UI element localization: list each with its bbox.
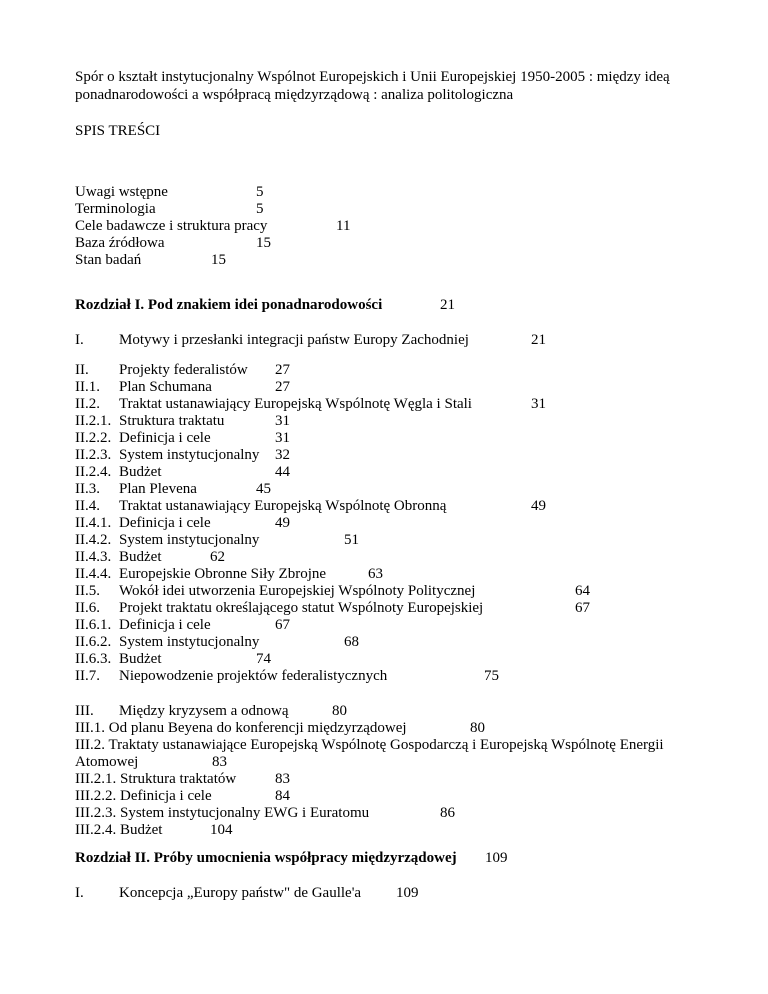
toc-entry-page: 45 — [256, 481, 271, 497]
document-title-line-2: ponadnarodowości a współpracą międzyrządową : analiza politologiczna — [75, 87, 514, 103]
toc-entry-page: 80 — [332, 703, 347, 719]
toc-entry-number: II.4. — [75, 498, 100, 514]
toc-entry-page: 67 — [275, 617, 290, 633]
toc-entry-label: Definicja i cele — [119, 617, 211, 633]
toc-entry-page: 5 — [256, 184, 264, 200]
toc-entry-label: Europejskie Obronne Siły Zbrojne — [119, 566, 327, 582]
toc-entry-page: 64 — [575, 583, 590, 599]
toc-entry-page: 84 — [275, 788, 290, 804]
toc-entry-label: III.2.3. System instytucjonalny EWG i Euratomu — [75, 805, 370, 821]
toc-entry-number: II.3. — [75, 481, 100, 497]
toc-entry-number: II.2.3. — [75, 447, 112, 463]
toc-entry-number: II.6. — [75, 600, 100, 616]
toc-entry-label: Struktura traktatu — [119, 413, 225, 429]
chapter-title: Rozdział I. Pod znakiem idei ponadnarodowości — [75, 297, 383, 313]
toc-entry-number: II.7. — [75, 668, 100, 684]
toc-entry-number: II.4.4. — [75, 566, 112, 582]
toc-entry-page: 15 — [211, 252, 226, 268]
toc-entry-label: System instytucjonalny — [119, 447, 260, 463]
toc-entry-label: Budżet — [119, 651, 162, 667]
toc-entry-page: 11 — [336, 218, 351, 234]
toc-entry-label: Niepowodzenie projektów federalistycznych — [119, 668, 388, 684]
chapter-page: 109 — [485, 850, 508, 866]
toc-entry-number: I. — [75, 885, 84, 901]
toc-entry-page: 49 — [275, 515, 290, 531]
toc-entry-label: Budżet — [119, 549, 162, 565]
toc-entry-page: 75 — [484, 668, 499, 684]
toc-entry-page: 31 — [275, 430, 290, 446]
toc-entry-page: 15 — [256, 235, 271, 251]
toc-entry-label: System instytucjonalny — [119, 532, 260, 548]
toc-entry-label: Plan Plevena — [119, 481, 197, 497]
toc-entry-page: 86 — [440, 805, 455, 821]
toc-entry-number: II.1. — [75, 379, 100, 395]
toc-entry-number: II.2.4. — [75, 464, 112, 480]
toc-entry-number: I. — [75, 332, 84, 348]
toc-entry-number: II.4.2. — [75, 532, 112, 548]
toc-entry-label: Budżet — [119, 464, 162, 480]
document-title-line-1: Spór o kształt instytucjonalny Wspólnot Europejskich i Unii Europejskiej 1950-2005 : między ideą — [75, 69, 670, 85]
toc-entry-number: II.6.2. — [75, 634, 112, 650]
toc-entry-label: Cele badawcze i struktura pracy — [75, 218, 268, 234]
toc-entry-page: 104 — [210, 822, 233, 838]
toc-entry-number: II.4.1. — [75, 515, 112, 531]
toc-entry-label: Wokół idei utworzenia Europejskiej Wspólnoty Politycznej — [119, 583, 476, 599]
toc-entry-label: III.2.2. Definicja i cele — [75, 788, 212, 804]
toc-entry-number: II. — [75, 362, 89, 378]
toc-entry-page: 49 — [531, 498, 546, 514]
toc-entry-page: 27 — [275, 362, 290, 378]
toc-entry-label: Projekty federalistów — [119, 362, 248, 378]
toc-entry-page: 74 — [256, 651, 271, 667]
toc-entry-page: 80 — [470, 720, 485, 736]
toc-entry-label-continued: Atomowej — [75, 754, 139, 770]
toc-entry-number: II.2.1. — [75, 413, 112, 429]
toc-entry-label: Definicja i cele — [119, 515, 211, 531]
toc-entry-page: 44 — [275, 464, 290, 480]
toc-entry-number: II.6.1. — [75, 617, 112, 633]
toc-entry-label: Uwagi wstępne — [75, 184, 168, 200]
toc-entry-label: Traktat ustanawiający Europejską Wspólnotę Obronną — [119, 498, 447, 514]
toc-entry-page: 27 — [275, 379, 290, 395]
toc-entry-number: II.4.3. — [75, 549, 112, 565]
chapter-title: Rozdział II. Próby umocnienia współpracy międzyrządowej — [75, 850, 457, 866]
toc-entry-label: Baza źródłowa — [75, 235, 165, 251]
toc-entry-label: Traktat ustanawiający Europejską Wspólnotę Węgla i Stali — [119, 396, 472, 412]
toc-entry-label: Plan Schumana — [119, 379, 212, 395]
toc-entry-label: III.2. Traktaty ustanawiające Europejską Wspólnotę Gospodarczą i Europejską Wspólnotę Energii — [75, 737, 664, 753]
toc-entry-page: 68 — [344, 634, 359, 650]
toc-entry-page: 83 — [275, 771, 290, 787]
toc-entry-label: III.2.1. Struktura traktatów — [75, 771, 237, 787]
toc-entry-number: II.2.2. — [75, 430, 112, 446]
toc-entry-number: III. — [75, 703, 94, 719]
toc-heading: SPIS TREŚCI — [75, 123, 161, 139]
toc-entry-page: 83 — [212, 754, 227, 770]
toc-entry-page: 62 — [210, 549, 225, 565]
toc-entry-label: System instytucjonalny — [119, 634, 260, 650]
toc-entry-label: Koncepcja „Europy państw" de Gaulle'a — [119, 885, 362, 901]
chapter-page: 21 — [440, 297, 455, 313]
toc-entry-label: Projekt traktatu określającego statut Wspólnoty Europejskiej — [119, 600, 484, 616]
toc-entry-label: Terminologia — [75, 201, 156, 217]
toc-entry-number: II.2. — [75, 396, 100, 412]
toc-entry-number: II.6.3. — [75, 651, 112, 667]
toc-entry-page: 31 — [531, 396, 546, 412]
toc-entry-label: III.2.4. Budżet — [75, 822, 163, 838]
toc-entry-page: 5 — [256, 201, 264, 217]
toc-entry-page: 31 — [275, 413, 290, 429]
toc-entry-label: Definicja i cele — [119, 430, 211, 446]
toc-entry-page: 21 — [531, 332, 546, 348]
toc-entry-number: II.5. — [75, 583, 100, 599]
toc-entry-page: 109 — [396, 885, 419, 901]
toc-entry-label: Motywy i przesłanki integracji państw Europy Zachodniej — [119, 332, 469, 348]
toc-entry-page: 67 — [575, 600, 590, 616]
toc-entry-label: Stan badań — [75, 252, 142, 268]
toc-entry-page: 32 — [275, 447, 290, 463]
toc-entry-label: III.1. Od planu Beyena do konferencji międzyrządowej — [75, 720, 407, 736]
toc-entry-label: Między kryzysem a odnową — [119, 703, 289, 719]
toc-entry-page: 51 — [344, 532, 359, 548]
toc-entry-page: 63 — [368, 566, 383, 582]
